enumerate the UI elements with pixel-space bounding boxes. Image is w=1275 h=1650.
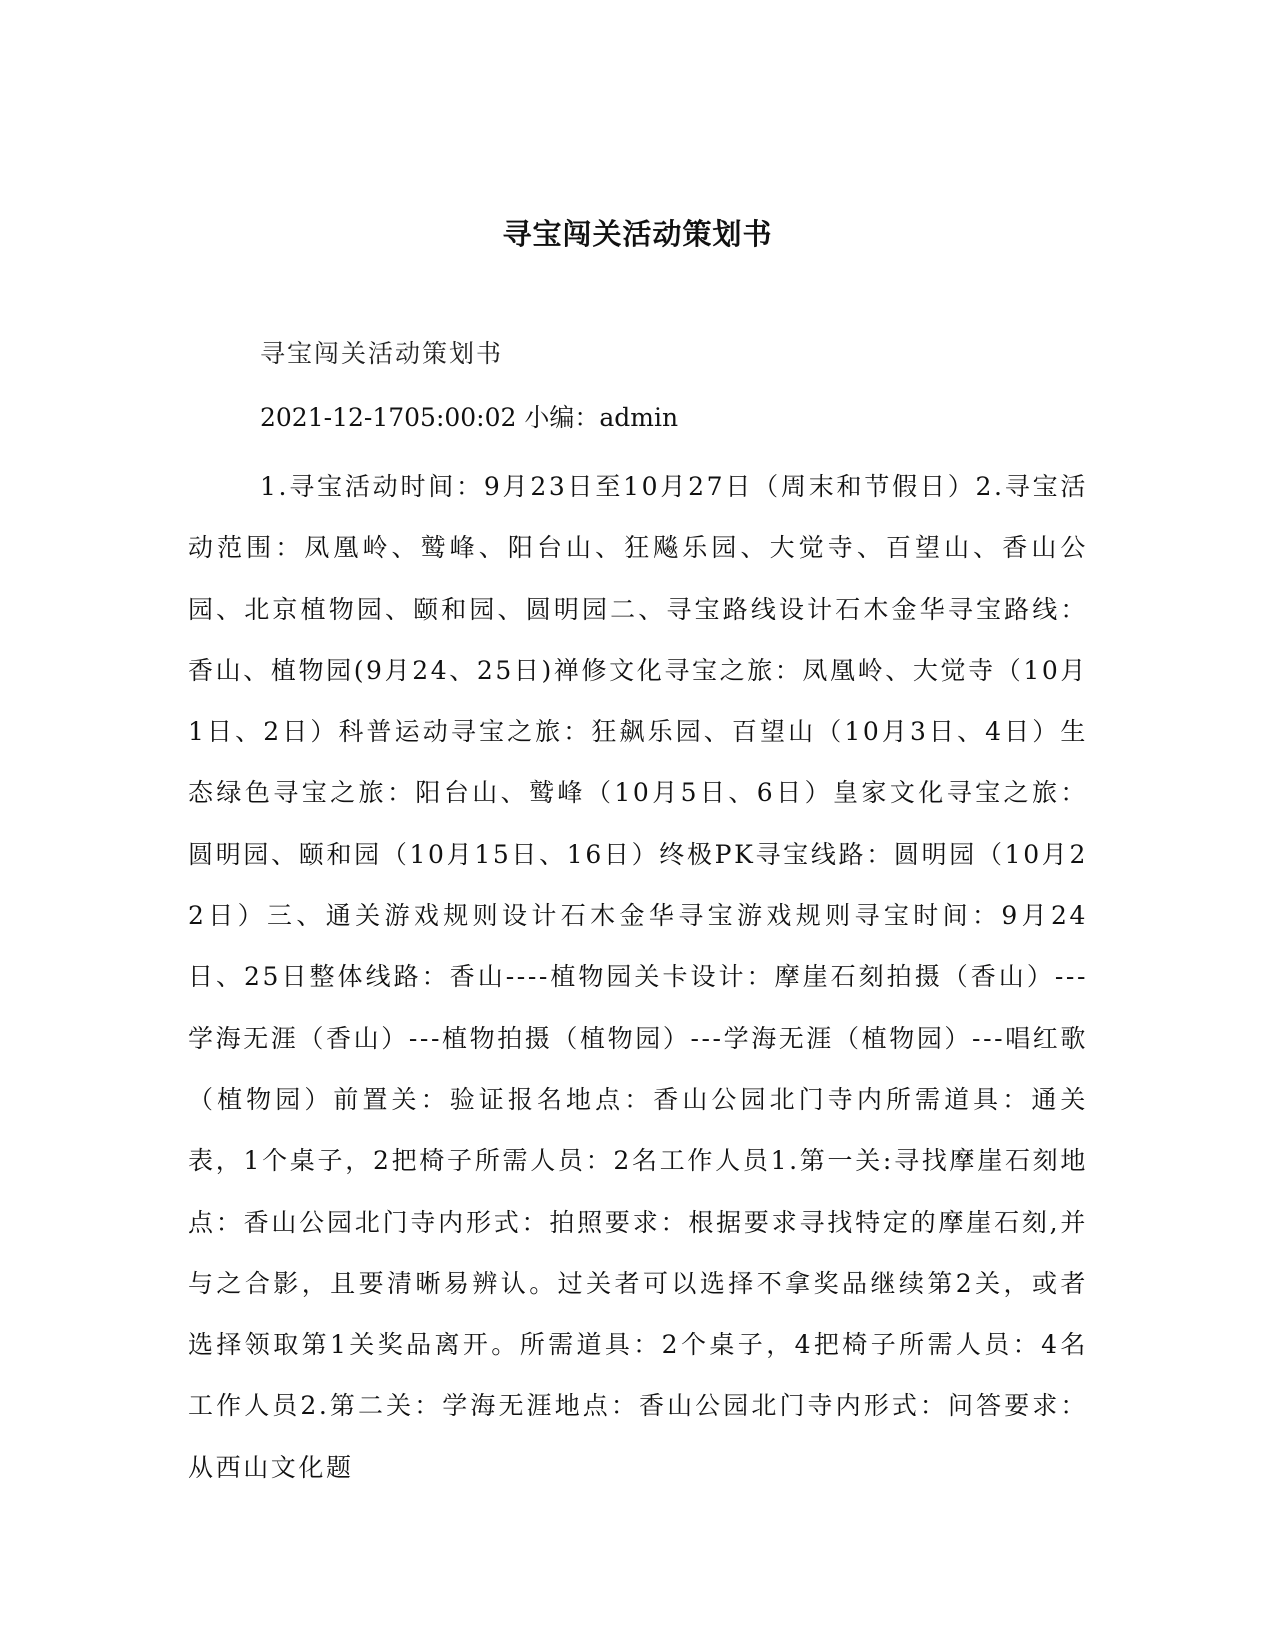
document-subtitle: 寻宝闯关活动策划书 xyxy=(260,339,504,368)
document-meta-line: 2021-12-1705:00:02 小编：admin xyxy=(260,403,679,432)
document-title: 寻宝闯关活动策划书 xyxy=(502,217,773,251)
document-body-paragraph: 1.寻宝活动时间：9月23日至10月27日（周末和节假日）2.寻宝活动范围：凤凰岭、鹫峰、阳台山、狂飚乐园、大觉寺、百望山、香山公园、北京植物园、颐和园、圆明园二、寻宝路线设计石木金华寻宝路线：香山、植物园(9月24、25日)禅修文化寻宝之旅：凤凰岭、大觉寺（10月1日、2日）科普运动寻宝之旅：狂飙乐园、百望山（10月3日、4日）生态绿色寻宝之旅：阳台山、鹫峰（10月5日、6日）皇家文化寻宝之旅：圆明园、颐和园（10月15日、16日）终极PK寻宝线路：圆明园（10月22日）三、通关游戏规则设计石木金华寻宝游戏规则寻宝时间：9月24日、25日整体线路：香山----植物园关卡设计：摩崖石刻拍摄（香山）---学海无涯（香山）---植物拍摄（植物园）---学海无涯（植物园）---唱红歌（植物园）前置关：验证报名地点：香山公园北门寺内所需道具：通关表，1个桌子，2把椅子所需人员：2名工作人员1.第一关:寻找摩崖石刻地点：香山公园北门寺内形式：拍照要求：根据要求寻找特定的摩崖石刻,并与之合影，且要清晰易辨认。过关者可以选择不拿奖品继续第2关，或者选择领取第1关奖品离开。所需道具：2个桌子，4把椅子所需人员：4名工作人员2.第二关：学海无涯地点：香山公园北门寺内形式：问答要求：从西山文化题 xyxy=(188,472,1088,1482)
